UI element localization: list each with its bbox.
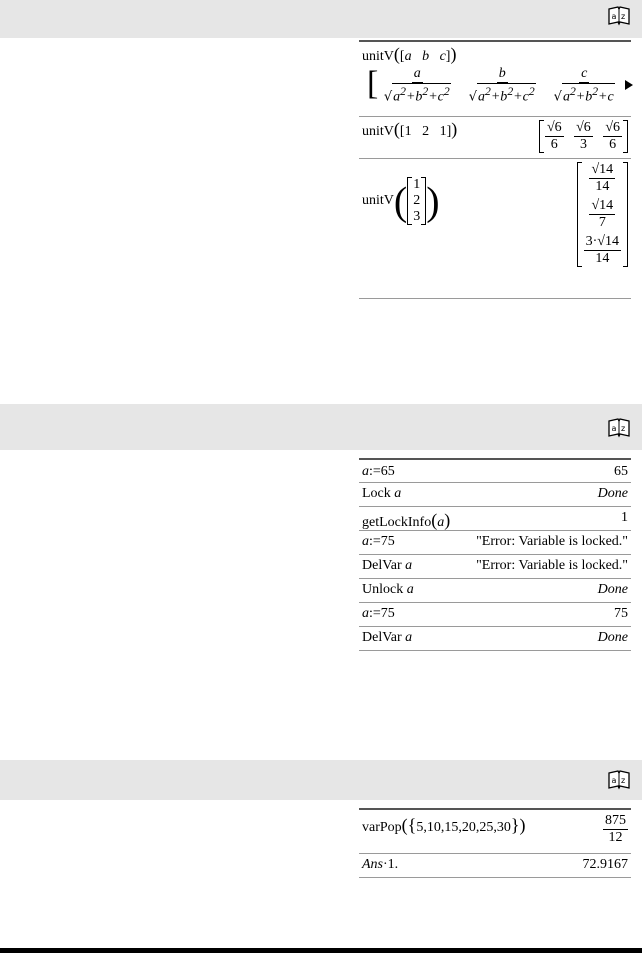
- entry-input: unitV([a b c]): [362, 44, 457, 64]
- entry-row: [359, 579, 631, 603]
- vector-element: $\frac{a}{√a^2+b^2+c^2}$: [383, 66, 450, 105]
- section-header-band: [0, 404, 642, 450]
- entry-output: Done: [597, 486, 628, 501]
- svg-text:z: z: [621, 424, 626, 433]
- svg-text:a: a: [611, 424, 617, 433]
- entry-output: [539, 120, 628, 153]
- svg-text:z: z: [621, 776, 626, 785]
- catalog-book-icon: [608, 6, 630, 26]
- entry-output: Done: [597, 582, 628, 597]
- calculator-screen-1: [359, 40, 631, 299]
- entry-row: [359, 159, 631, 299]
- entry-output: Done: [597, 630, 628, 645]
- calculator-screen-3: [359, 808, 631, 878]
- entry-input: unitV( 1 2 3 ): [362, 177, 440, 224]
- section-header-band: [0, 760, 642, 800]
- entry-row: [359, 531, 631, 555]
- entry-input: Ans·1.: [362, 857, 399, 872]
- entry-output: "Error: Variable is locked.": [476, 534, 628, 549]
- entry-row: [359, 483, 631, 507]
- entry-input: a:=75: [362, 534, 395, 549]
- page-bottom-rule: [0, 948, 642, 953]
- vector-element: $\frac{c}{√a^2+b^2+c}$: [553, 66, 614, 105]
- vector-element: $\frac{b}{√a^2+b^2+c^2}$: [468, 66, 535, 105]
- entry-input: DelVar a: [362, 630, 413, 645]
- entry-input: getLockInfo(a): [362, 510, 451, 530]
- entry-row: [359, 40, 631, 117]
- vector-element: $\frac{√14}{14}$: [591, 162, 614, 194]
- section-header-band: [0, 0, 642, 38]
- entry-row: [359, 458, 631, 483]
- entry-row: [359, 555, 631, 579]
- entry-input: a:=75: [362, 606, 395, 621]
- entry-input: a:=65: [362, 464, 395, 479]
- entry-input: DelVar a: [362, 558, 413, 573]
- entry-input: varPop({5,10,15,20,25,30}): [362, 815, 526, 835]
- entry-output: 65: [614, 464, 628, 479]
- svg-text:a: a: [611, 12, 617, 21]
- catalog-book-icon: [608, 418, 630, 438]
- entry-output: $\frac{875}{12}$: [605, 813, 626, 845]
- entry-input: Unlock a: [362, 582, 414, 597]
- calculator-screen-2: [359, 458, 631, 651]
- vector-element: $\frac{3\cdot√14}{14}$: [585, 234, 619, 266]
- entry-output: 72.9167: [582, 857, 628, 872]
- vector-element: $\frac{√6}{6}$: [605, 120, 620, 152]
- scroll-right-arrow-icon: [625, 80, 633, 90]
- entry-output: [577, 162, 628, 267]
- entry-output: "Error: Variable is locked.": [476, 558, 628, 573]
- entry-output: 1: [621, 510, 628, 525]
- entry-row: [359, 808, 631, 854]
- entry-row: [359, 117, 631, 159]
- svg-text:z: z: [621, 12, 626, 21]
- vector-element: $\frac{√6}{6}$: [546, 120, 562, 152]
- catalog-book-icon: [608, 770, 630, 790]
- entry-input: Lock a: [362, 486, 402, 501]
- entry-row: [359, 627, 631, 651]
- vector-element: $\frac{√6}{3}$: [576, 120, 591, 152]
- vector-element: $\frac{√14}{7}$: [591, 198, 614, 230]
- entry-input: unitV([1 2 1]): [362, 119, 458, 139]
- entry-row: [359, 854, 631, 878]
- svg-text:a: a: [611, 776, 617, 785]
- entry-output: [ $\frac{a}{√a^2+b^2+c^2}$ $\frac{b}{√a^2+b^2+c^2}$ $\frac{c}{√a^2+b^2+c}$: [367, 66, 617, 106]
- entry-row: [359, 507, 631, 531]
- entry-output: 75: [614, 606, 628, 621]
- entry-row: [359, 603, 631, 627]
